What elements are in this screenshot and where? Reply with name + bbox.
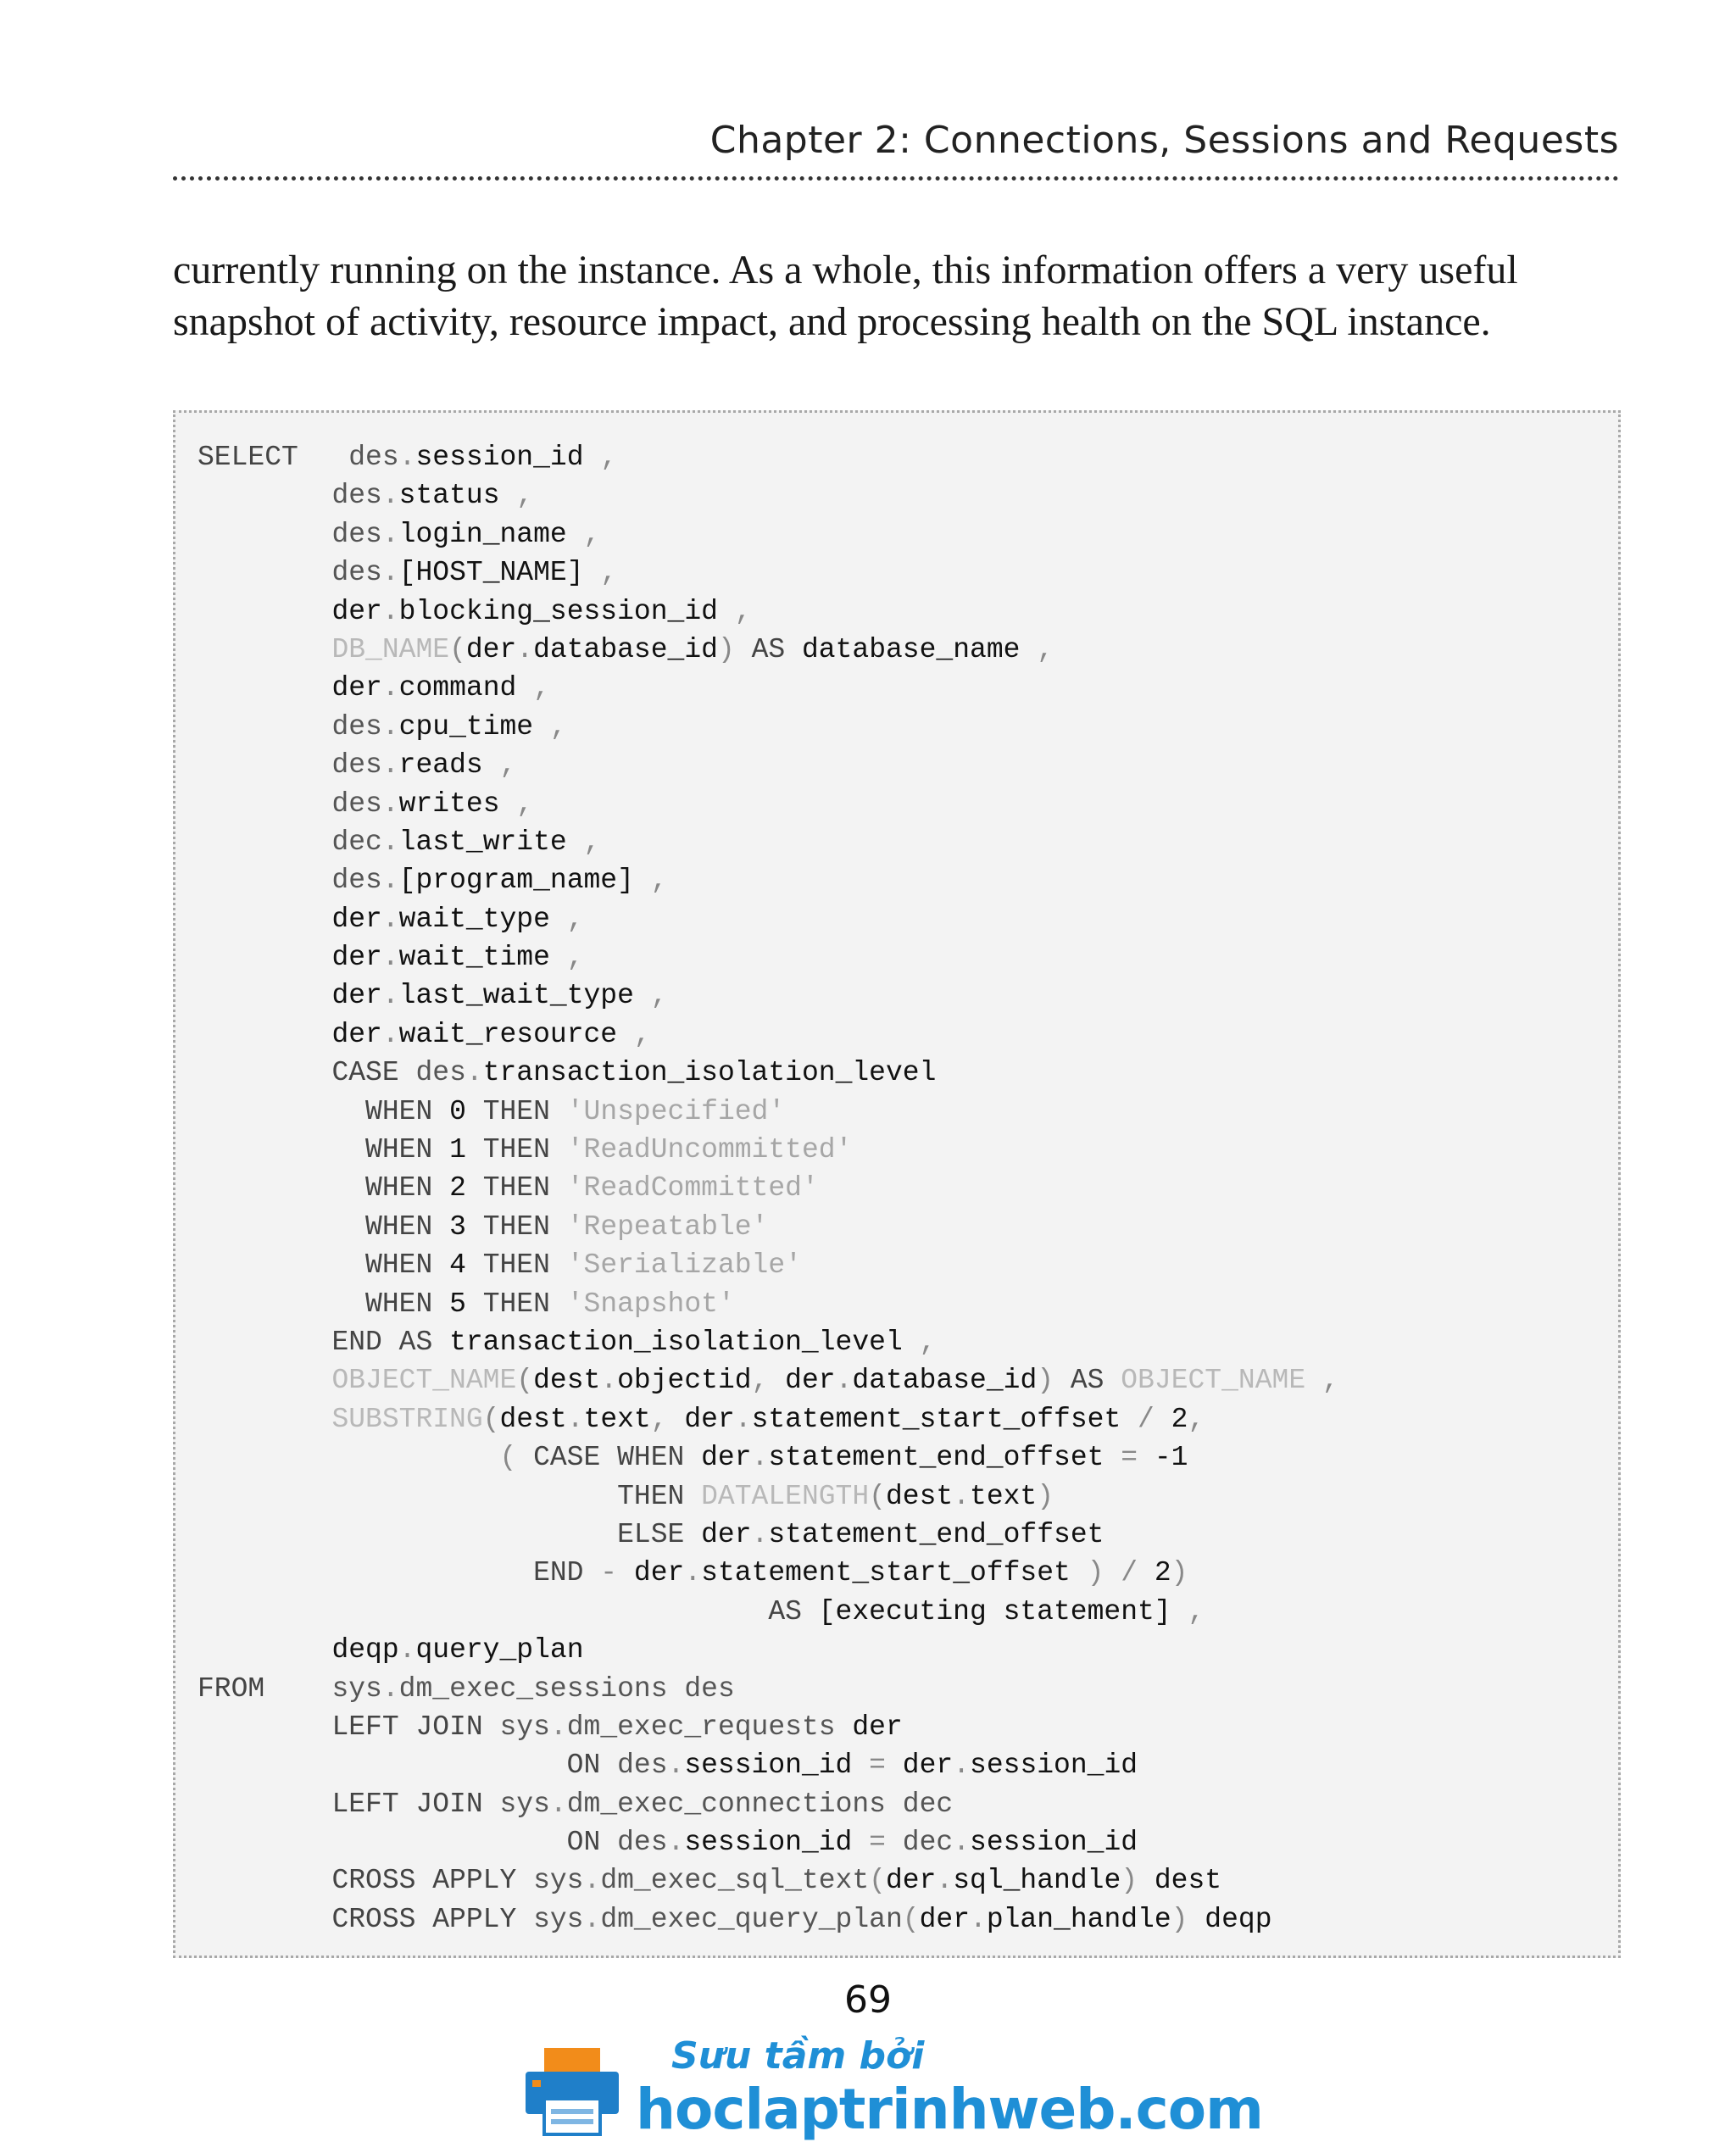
- code-token: session_id: [970, 1827, 1138, 1859]
- code-token: (: [449, 633, 466, 665]
- code-token: .: [667, 1827, 685, 1859]
- code-token: ,: [566, 518, 601, 550]
- code-token: .: [381, 980, 399, 1012]
- code-line: [198, 785, 1339, 823]
- code-token: database_id: [533, 633, 718, 665]
- code-token: .: [734, 1403, 752, 1435]
- code-token: sys: [533, 1903, 584, 1935]
- code-token: ): [1037, 1365, 1054, 1397]
- code-token: der: [331, 595, 382, 627]
- code-line: [198, 1785, 1339, 1823]
- code-token: [198, 1827, 567, 1858]
- code-token: 'ReadCommitted': [566, 1172, 819, 1205]
- code-token: der: [885, 1865, 937, 1897]
- code-token: SUBSTRING: [331, 1403, 483, 1435]
- code-token: THEN: [465, 1249, 567, 1282]
- code-token: [198, 1288, 365, 1320]
- code-token: dm_exec_sessions: [398, 1672, 668, 1705]
- code-token: ,: [549, 942, 584, 974]
- watermark-banner: [526, 2034, 1263, 2142]
- code-line: [198, 476, 1339, 515]
- code-line: [198, 1208, 1339, 1246]
- code-token: .: [549, 1788, 567, 1820]
- code-token: des: [617, 1827, 668, 1859]
- code-token: wait_type: [398, 903, 550, 935]
- code-token: dm_exec_connections: [566, 1788, 886, 1820]
- code-line: [198, 976, 1339, 1015]
- code-token: .: [381, 826, 399, 858]
- code-token: sys: [499, 1788, 550, 1820]
- code-token: 'Snapshot': [566, 1288, 735, 1320]
- code-token: last_write: [398, 826, 567, 858]
- code-token: 0: [449, 1095, 466, 1127]
- code-token: 4: [449, 1249, 466, 1282]
- code-token: des: [331, 749, 382, 782]
- code-token: cpu_time: [398, 710, 534, 743]
- code-token: dec: [885, 1788, 954, 1820]
- code-token: AS: [768, 1595, 819, 1627]
- code-token: query_plan: [415, 1634, 584, 1666]
- code-token: .: [667, 1750, 685, 1782]
- code-token: .: [381, 1672, 399, 1705]
- code-line: [198, 823, 1339, 861]
- code-token: .: [970, 1903, 987, 1935]
- code-token: [198, 1750, 567, 1781]
- code-token: WHEN: [365, 1095, 450, 1127]
- code-token: ): [1171, 1903, 1188, 1935]
- code-token: ,: [499, 480, 534, 512]
- code-line: [198, 1285, 1339, 1323]
- code-token: THEN: [465, 1095, 567, 1127]
- code-line: [198, 1708, 1339, 1746]
- code-token: 2: [1171, 1403, 1188, 1435]
- code-token: command: [398, 672, 517, 704]
- code-token: =: [852, 1750, 903, 1782]
- code-token: wait_resource: [398, 1018, 618, 1050]
- code-token: database_id: [852, 1365, 1038, 1397]
- code-line: [198, 861, 1339, 899]
- code-token: wait_time: [398, 942, 550, 974]
- code-token: .: [465, 1057, 483, 1089]
- code-token: .: [381, 710, 399, 743]
- code-line: [198, 938, 1339, 976]
- code-token: dm_exec_sql_text: [600, 1865, 870, 1897]
- code-token: [HOST_NAME]: [398, 557, 584, 589]
- code-token: sys: [331, 1672, 382, 1705]
- code-line: [198, 1746, 1339, 1784]
- code-line: [198, 1477, 1339, 1516]
- code-token: ) /: [1070, 1557, 1155, 1589]
- code-line: [198, 631, 1339, 669]
- code-token: THEN: [465, 1210, 567, 1243]
- code-line: [198, 1670, 1339, 1708]
- code-line: [198, 708, 1339, 746]
- code-token: des: [617, 1750, 668, 1782]
- code-line: [198, 669, 1339, 707]
- code-token: .: [600, 1365, 618, 1397]
- code-token: objectid: [617, 1365, 752, 1397]
- code-token: [198, 1481, 617, 1512]
- code-token: der: [919, 1903, 971, 1935]
- code-token: OBJECT_NAME: [331, 1365, 517, 1397]
- code-token: WHEN: [365, 1210, 450, 1243]
- code-token: 1: [449, 1134, 466, 1166]
- code-listing: [173, 410, 1621, 1958]
- code-token: [198, 1711, 331, 1743]
- code-token: deqp: [331, 1634, 399, 1666]
- code-token: sql_handle: [953, 1865, 1121, 1897]
- code-token: .: [381, 903, 399, 935]
- code-token: 3: [449, 1210, 466, 1243]
- code-token: 'Repeatable': [566, 1210, 769, 1243]
- code-token: [198, 519, 331, 550]
- code-token: sys: [499, 1711, 550, 1743]
- code-token: -1: [1154, 1442, 1188, 1474]
- code-token: [198, 1557, 533, 1588]
- code-token: plan_handle: [986, 1903, 1171, 1935]
- code-token: statement_start_offset: [751, 1403, 1121, 1435]
- code-token: [198, 1365, 331, 1396]
- code-token: (: [198, 1442, 534, 1474]
- code-token: ): [1121, 1865, 1138, 1897]
- paragraph-line: currently running on the instance. As a whole, this information offers a very useful: [173, 248, 1518, 292]
- code-token: session_id: [970, 1750, 1138, 1782]
- code-token: ,: [1188, 1403, 1205, 1435]
- code-line: [198, 438, 1339, 476]
- code-token: dest: [499, 1403, 567, 1435]
- code-token: .: [566, 1403, 584, 1435]
- header-divider: [173, 176, 1619, 181]
- code-token: writes: [398, 787, 500, 820]
- code-token: ,: [583, 557, 618, 589]
- code-token: END AS: [331, 1326, 450, 1358]
- code-token: status: [398, 480, 500, 512]
- code-token: =: [852, 1827, 903, 1859]
- code-token: dec: [331, 826, 382, 858]
- code-token: LEFT JOIN: [331, 1788, 500, 1820]
- code-token: [198, 749, 331, 781]
- code-token: (: [869, 1865, 886, 1897]
- code-token: ,: [482, 749, 517, 782]
- code-token: FROM: [198, 1672, 332, 1705]
- code-token: .: [549, 1711, 567, 1743]
- code-line: [198, 1900, 1339, 1939]
- code-token: [198, 596, 331, 627]
- code-token: [198, 634, 331, 665]
- code-token: 5: [449, 1288, 466, 1320]
- code-line: [198, 1246, 1339, 1284]
- code-token: ,: [1171, 1595, 1205, 1627]
- body-paragraph: [173, 244, 1619, 348]
- code-token: ,: [1020, 633, 1054, 665]
- code-token: des: [331, 480, 382, 512]
- code-token: [198, 788, 331, 820]
- code-token: AS: [734, 633, 802, 665]
- code-token: SELECT: [198, 442, 332, 473]
- code-token: END: [533, 1557, 584, 1589]
- code-token: sys: [533, 1865, 584, 1897]
- code-token: dest: [533, 1365, 601, 1397]
- code-token: .: [953, 1480, 971, 1512]
- code-token: des: [331, 518, 382, 550]
- code-token: [198, 672, 331, 704]
- code-token: .: [751, 1518, 769, 1550]
- code-token: [198, 1057, 331, 1088]
- code-line: [198, 1361, 1339, 1399]
- code-token: session_id: [415, 442, 584, 473]
- code-token: ,: [516, 672, 550, 704]
- code-token: statement_end_offset: [768, 1442, 1104, 1474]
- code-line: [198, 1554, 1339, 1592]
- code-token: ,: [549, 903, 584, 935]
- code-line: [198, 1323, 1339, 1361]
- running-header: Chapter 2: Connections, Sessions and Requests: [709, 119, 1619, 162]
- code-token: (: [482, 1403, 500, 1435]
- code-token: (: [869, 1480, 886, 1512]
- code-line: [198, 746, 1339, 784]
- code-token: 'Serializable': [566, 1249, 802, 1282]
- code-token: .: [381, 942, 399, 974]
- code-token: .: [381, 595, 399, 627]
- code-token: WHEN: [365, 1249, 450, 1282]
- code-token: LEFT JOIN: [331, 1711, 500, 1743]
- code-token: [198, 480, 331, 511]
- code-token: ,: [633, 980, 668, 1012]
- code-line: [198, 1131, 1339, 1169]
- code-token: des: [331, 865, 382, 897]
- code-token: [198, 942, 331, 973]
- code-line: [198, 1015, 1339, 1054]
- sql-code-block: [198, 438, 1339, 1939]
- code-token: der: [684, 1403, 735, 1435]
- code-token: .: [953, 1827, 971, 1859]
- code-token: ,: [533, 710, 567, 743]
- code-token: .: [381, 749, 399, 782]
- code-token: 2: [449, 1172, 466, 1205]
- code-token: der: [331, 980, 382, 1012]
- code-token: text: [583, 1403, 651, 1435]
- code-token: [198, 1904, 331, 1935]
- code-token: last_wait_type: [398, 980, 634, 1012]
- watermark-site: hoclaptrinhweb.com: [636, 2077, 1263, 2142]
- code-token: des: [415, 1057, 466, 1089]
- code-token: AS: [1054, 1365, 1121, 1397]
- code-token: der: [701, 1442, 752, 1474]
- code-token: 2: [1154, 1557, 1171, 1589]
- code-token: [198, 711, 331, 743]
- code-token: ): [1037, 1480, 1054, 1512]
- code-token: CROSS APPLY: [331, 1903, 534, 1935]
- code-token: 'ReadUncommitted': [566, 1134, 853, 1166]
- code-token: WHEN: [365, 1172, 450, 1205]
- code-line: [198, 1823, 1339, 1861]
- code-token: des: [331, 710, 382, 743]
- code-token: [198, 1519, 617, 1550]
- code-token: der: [902, 1750, 954, 1782]
- code-token: [program_name]: [398, 865, 634, 897]
- code-line: [198, 900, 1339, 938]
- code-token: .: [751, 1442, 769, 1474]
- code-line: [198, 1169, 1339, 1207]
- code-token: [198, 1172, 365, 1204]
- code-token: ,: [617, 1018, 651, 1050]
- code-line: [198, 1516, 1339, 1554]
- code-token: ): [1171, 1557, 1188, 1589]
- code-line: [198, 554, 1339, 592]
- code-token: blocking_session_id: [398, 595, 718, 627]
- paragraph-line: snapshot of activity, resource impact, and processing health on the SQL instance.: [173, 299, 1491, 344]
- code-token: THEN: [465, 1172, 567, 1205]
- code-token: [198, 1404, 331, 1435]
- code-token: (: [902, 1903, 920, 1935]
- code-token: des: [348, 442, 399, 473]
- code-token: CROSS APPLY: [331, 1865, 534, 1897]
- code-token: transaction_isolation_level: [482, 1057, 937, 1089]
- code-token: ,: [566, 826, 601, 858]
- code-token: DB_NAME: [331, 633, 450, 665]
- code-token: .: [953, 1750, 971, 1782]
- code-token: [198, 1327, 331, 1358]
- code-token: ,: [1305, 1365, 1339, 1397]
- code-token: des: [667, 1672, 735, 1705]
- code-line: [198, 593, 1339, 631]
- code-line: [198, 1093, 1339, 1131]
- code-token: der: [785, 1365, 836, 1397]
- code-token: [198, 1865, 331, 1896]
- code-token: [198, 826, 331, 858]
- code-token: WHEN: [365, 1134, 450, 1166]
- code-line: [198, 1593, 1339, 1631]
- code-token: .: [381, 518, 399, 550]
- code-token: statement_start_offset: [701, 1557, 1071, 1589]
- code-token: 'Unspecified': [566, 1095, 786, 1127]
- watermark-caption: Sưu tầm bởi: [671, 2034, 925, 2078]
- code-token: ,: [902, 1326, 937, 1358]
- code-line: [198, 1438, 1339, 1477]
- code-token: OBJECT_NAME: [1121, 1365, 1306, 1397]
- code-token: session_id: [684, 1750, 853, 1782]
- code-token: text: [970, 1480, 1038, 1512]
- code-token: ON: [566, 1750, 618, 1782]
- code-token: der: [331, 903, 382, 935]
- code-token: [198, 904, 331, 935]
- code-token: des: [331, 787, 382, 820]
- code-token: der: [633, 1557, 685, 1589]
- code-token: [executing statement]: [818, 1595, 1171, 1627]
- page-number: 69: [844, 1978, 892, 2022]
- printer-logo-icon: [526, 2048, 619, 2141]
- code-line: [198, 515, 1339, 554]
- code-token: CASE: [331, 1057, 416, 1089]
- code-token: deqp: [1188, 1903, 1272, 1935]
- code-token: THEN: [465, 1134, 567, 1166]
- code-token: [331, 442, 348, 473]
- code-token: [198, 865, 331, 896]
- code-token: der: [701, 1518, 752, 1550]
- code-line: [198, 1400, 1339, 1438]
- code-token: [198, 1634, 331, 1666]
- code-token: database_name: [801, 633, 1021, 665]
- code-token: der: [331, 1018, 382, 1050]
- code-token: /: [1121, 1403, 1171, 1435]
- code-token: THEN: [617, 1480, 702, 1512]
- code-token: .: [381, 1018, 399, 1050]
- code-token: [198, 1211, 365, 1243]
- code-token: .: [381, 787, 399, 820]
- code-token: [198, 980, 331, 1011]
- code-token: .: [516, 633, 534, 665]
- code-token: .: [835, 1365, 853, 1397]
- code-token: ON: [566, 1827, 618, 1859]
- code-token: [198, 1134, 365, 1166]
- code-token: CASE WHEN: [533, 1442, 702, 1474]
- code-token: WHEN: [365, 1288, 450, 1320]
- code-token: .: [381, 480, 399, 512]
- code-token: .: [684, 1557, 702, 1589]
- code-token: ,: [499, 787, 534, 820]
- code-token: .: [381, 865, 399, 897]
- code-token: der: [465, 633, 517, 665]
- code-token: .: [381, 557, 399, 589]
- code-token: .: [583, 1865, 601, 1897]
- code-token: ,: [717, 595, 752, 627]
- code-token: dec: [902, 1827, 954, 1859]
- code-token: .: [936, 1865, 954, 1897]
- code-token: ,: [650, 1403, 685, 1435]
- code-token: ,: [583, 442, 618, 473]
- code-token: =: [1104, 1442, 1155, 1474]
- code-token: ): [717, 633, 735, 665]
- code-token: DATALENGTH: [701, 1480, 870, 1512]
- code-token: dm_exec_requests: [566, 1711, 836, 1743]
- code-line: [198, 1861, 1339, 1900]
- code-token: ELSE: [617, 1518, 702, 1550]
- code-token: login_name: [398, 518, 567, 550]
- code-token: statement_end_offset: [768, 1518, 1104, 1550]
- code-token: .: [583, 1903, 601, 1935]
- code-line: [198, 1054, 1339, 1092]
- code-token: dm_exec_query_plan: [600, 1903, 903, 1935]
- code-token: [198, 1789, 331, 1820]
- code-token: transaction_isolation_level: [449, 1326, 903, 1358]
- code-token: der: [331, 672, 382, 704]
- code-line: [198, 1631, 1339, 1669]
- code-token: session_id: [684, 1827, 853, 1859]
- code-token: .: [381, 672, 399, 704]
- code-token: ,: [633, 865, 668, 897]
- code-token: ,: [751, 1365, 786, 1397]
- code-token: [198, 1249, 365, 1281]
- code-token: der: [331, 942, 382, 974]
- code-token: [198, 1096, 365, 1127]
- code-token: dest: [885, 1480, 954, 1512]
- code-token: .: [398, 1634, 416, 1666]
- code-token: [198, 557, 331, 588]
- code-token: [198, 1596, 768, 1627]
- code-token: der: [835, 1711, 903, 1743]
- code-token: -: [583, 1557, 634, 1589]
- code-token: THEN: [465, 1288, 567, 1320]
- code-token: (: [516, 1365, 534, 1397]
- code-token: des: [331, 557, 382, 589]
- code-token: reads: [398, 749, 483, 782]
- code-token: .: [398, 442, 416, 473]
- code-token: dest: [1138, 1865, 1222, 1897]
- code-token: [198, 1019, 331, 1050]
